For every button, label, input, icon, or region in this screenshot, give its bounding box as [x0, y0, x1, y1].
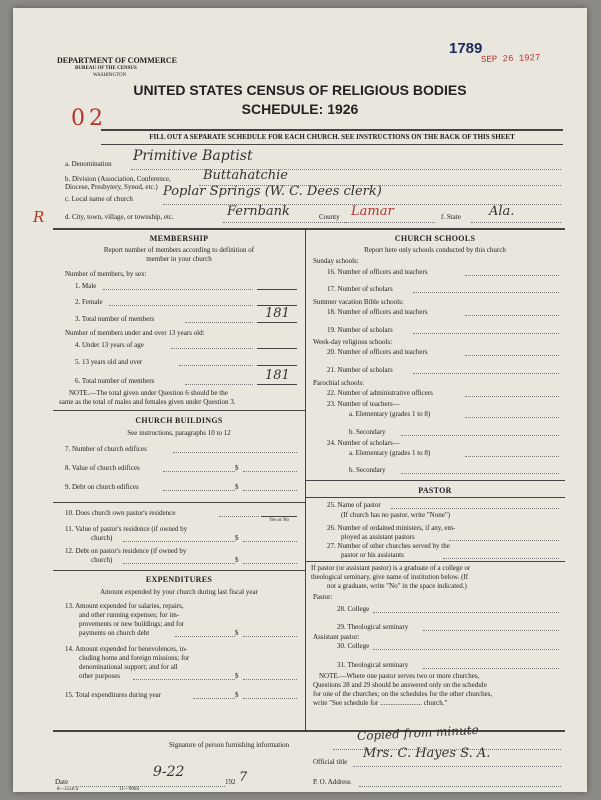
q8-value-label: 8. Value of church edifices [65, 464, 140, 472]
q29-label: 29. Theological seminary [337, 623, 409, 631]
q6-dots [185, 384, 253, 385]
division-value: Buttahatchie [203, 168, 288, 183]
q30-dots [373, 649, 559, 650]
pastor-rule [305, 480, 565, 481]
assistant-pastor-label: Assistant pastor: [313, 633, 360, 641]
q12-dollar: $ [235, 556, 239, 564]
q23a-dots [465, 417, 559, 418]
official-title-line [353, 766, 561, 767]
q19-dots [413, 333, 559, 334]
q1-male-label: 1. Male [75, 282, 97, 290]
q11-label-2: church) [91, 534, 113, 542]
q13-label-4: payments on church debt [79, 629, 150, 637]
q17-label: 17. Number of scholars [327, 285, 393, 293]
q18-dots [465, 315, 559, 316]
buildings-mid-rule [53, 502, 305, 503]
city-town-label: d. City, town, village, or township, etc. [65, 213, 174, 221]
local-name-label: c. Local name of church [65, 195, 133, 203]
q21-dots [413, 373, 559, 374]
q13-label-1: 13. Amount expended for salaries, repairs, [65, 602, 184, 610]
q23a-label: a. Elementary (grades 1 to 8) [349, 410, 431, 418]
city-town-value: Fernbank [227, 204, 290, 219]
q13-dots [175, 636, 235, 637]
q9-debt-label: 9. Debt on church edifices [65, 483, 139, 491]
denomination-label: a. Denomination [65, 160, 112, 168]
q13-dollar: $ [235, 629, 239, 637]
q31-label: 31. Theological seminary [337, 661, 409, 669]
form-subtitle: SCHEDULE: 1926 [241, 101, 359, 117]
q22-label: 22. Number of administrative officers [327, 389, 433, 397]
rule-top [101, 129, 563, 131]
state-line [471, 222, 561, 223]
q14-label-1: 14. Amount expended for benevolences, in- [65, 645, 188, 653]
schools-heading: CHURCH SCHOOLS [394, 234, 476, 243]
membership-note-1: NOTE.—The total given under Question 6 should be the [69, 389, 228, 397]
official-title-label: Official title [313, 758, 348, 766]
signature-label: Signature of person furnishing information [169, 741, 290, 749]
q15-label: 15. Total expenditures during year [65, 691, 161, 699]
form-number-1: 8—5518 a [57, 787, 78, 792]
q14-label-2: cluding home and foreign missions; for [79, 654, 190, 662]
q1-dots [103, 289, 253, 290]
q26-label-2: ployed as assistant pastors [341, 533, 415, 541]
q9-dollar: $ [235, 483, 239, 491]
q10-answer-line [261, 516, 297, 517]
handwritten-code: 02 [71, 106, 107, 131]
local-name-value: Poplar Springs (W. C. Dees clerk) [163, 184, 382, 199]
q16-dots [465, 275, 559, 276]
city-town-line [223, 222, 351, 223]
pastor-note-2: Questions 28 and 29 should be answered only on the schedule [313, 681, 487, 689]
yes-no-caption: Yes or No [269, 518, 290, 523]
q3-dots [185, 322, 253, 323]
age-intro-label: Number of members under and over 13 years old: [65, 329, 205, 337]
q2-dots [109, 305, 253, 306]
q11-dollar: $ [235, 534, 239, 542]
q12-dots [123, 563, 235, 564]
q6-total-value: 181 [265, 368, 290, 383]
q25-note: (If church has no pastor, write "None") [341, 511, 451, 519]
q24b-dots [401, 473, 559, 474]
division-label: b. Division (Association, Conference, Diocese, Presbytery, Synod, etc.) [65, 175, 171, 191]
grid-bottom-rule [53, 730, 565, 732]
q3-total-value: 181 [265, 306, 290, 321]
year-prefix: 192 [225, 778, 236, 786]
q8-dollar: $ [235, 464, 239, 472]
q14-amount-dots [243, 679, 297, 680]
official-title-value: Mrs. C. Hayes S. A. [363, 746, 491, 761]
q24a-label: a. Elementary (grades 1 to 8) [349, 449, 431, 457]
graduate-line-2: theological seminary, give name of institution below. (If [311, 573, 469, 581]
form-number-2: 11—9064 [119, 787, 139, 792]
q4-answer-line [257, 348, 297, 349]
q12-label-1: 12. Debt on pastor's residence (if owned by [65, 547, 187, 555]
buildings-sub: See instructions, paragraphs 10 to 12 [127, 429, 231, 437]
q13-label-3: provements or new buildings; and for [79, 620, 185, 628]
q10-dots [219, 516, 259, 517]
q30-label: 30. College [337, 642, 370, 650]
instruction-banner: FILL OUT A SEPARATE SCHEDULE FOR EACH CHURCH. SEE INSTRUCTIONS ON THE BACK OF THIS SHEET [149, 133, 515, 141]
county-value: Lamar [351, 204, 394, 219]
q23-label: 23. Number of teachers— [327, 400, 400, 408]
summer-label: Summer vacation Bible schools: [313, 298, 404, 306]
po-address-label: P. O. Address [313, 778, 351, 786]
schools-sub: Report here only schools conducted by this church [364, 246, 506, 254]
buildings-rule [53, 410, 305, 411]
q31-dots [423, 668, 559, 669]
denomination-value: Primitive Baptist [133, 148, 253, 164]
q14-dollar: $ [235, 672, 239, 680]
date-value: 9-22 [153, 764, 185, 780]
pastor-heading-rule [305, 497, 565, 498]
graduate-line-1: If pastor (or assistant pastor) is a graduate of a college or [311, 564, 471, 572]
city-label: WASHINGTON [93, 73, 127, 78]
column-divider [305, 228, 306, 730]
state-value: Ala. [489, 204, 515, 219]
q3-total-label: 3. Total number of members [75, 315, 155, 323]
signature-value: Copied from minute [356, 722, 480, 744]
q21-label: 21. Number of scholars [327, 366, 393, 374]
q24-label: 24. Number of scholars— [327, 439, 400, 447]
membership-intro-1: Report number of members according to definition of [103, 246, 255, 254]
graduate-line-3: not a graduate, write "No" in the space indicated.) [327, 582, 467, 590]
buildings-heading: CHURCH BUILDINGS [135, 416, 223, 425]
county-label: County [319, 213, 340, 221]
q20-dots [465, 355, 559, 356]
q11-dots [123, 541, 235, 542]
expenditures-heading: EXPENDITURES [145, 575, 213, 584]
q12-amount-dots [243, 563, 297, 564]
pastor-note-1: NOTE.—Where one pastor serves two or more churches, [319, 672, 480, 680]
q28-dots [373, 612, 559, 613]
grid-top-rule [53, 228, 565, 230]
q24b-label: b. Secondary [349, 466, 386, 474]
q18-label: 18. Number of officers and teachers [327, 308, 428, 316]
q11-amount-dots [243, 541, 297, 542]
state-label: f. State [441, 213, 461, 221]
form-title: UNITED STATES CENSUS OF RELIGIOUS BODIES [133, 82, 467, 98]
expenditures-sub: Amount expended by your church during last fiscal year [100, 588, 258, 596]
membership-heading: MEMBERSHIP [149, 234, 209, 243]
q7-edifices-label: 7. Number of church edifices [65, 445, 147, 453]
q8-dots [163, 471, 235, 472]
denomination-line [131, 169, 561, 170]
q13-label-2: and other running expenses; for im- [79, 611, 180, 619]
q25-dots [391, 508, 559, 509]
q14-label-3: denominational support; and for all [79, 663, 178, 671]
q11-label-1: 11. Value of pastor's residence (if owned by [65, 525, 188, 533]
margin-mark: R [33, 208, 45, 226]
sunday-label: Sunday schools: [313, 257, 359, 265]
bureau-label: BUREAU OF THE CENSUS [75, 66, 137, 71]
membership-note-2: same as the total of males and females given under Question 3. [59, 398, 236, 406]
q22-dots [465, 396, 559, 397]
q8-amount-dots [243, 471, 297, 472]
q5-dots [179, 365, 253, 366]
weekday-label: Week-day religious schools: [313, 338, 393, 346]
census-schedule-sheet [13, 8, 587, 792]
year-digit: 7 [239, 770, 248, 785]
stamp-number: 1789 [449, 40, 483, 57]
q16-label: 16. Number of officers and teachers [327, 268, 428, 276]
q12-label-2: church) [91, 556, 113, 564]
q9-amount-dots [243, 490, 297, 491]
parochial-label: Parochial schools: [313, 379, 365, 387]
q25-label: 25. Name of pastor [327, 501, 381, 509]
q27-label-2: pastor or his assistants [341, 551, 404, 559]
received-date-stamp: SEP 26 1927 [480, 52, 541, 66]
q1-answer-line [257, 289, 297, 290]
q17-dots [413, 292, 559, 293]
date-label: Date [55, 778, 69, 786]
membership-intro-2: member in your church [146, 255, 212, 263]
pastor-note-3: for one of the churches; on the schedules for the other churches, [313, 690, 493, 698]
q9-dots [163, 490, 235, 491]
q15-dots [193, 698, 235, 699]
q27-dots [443, 558, 559, 559]
q27-label-1: 27. Number of other churches served by the [327, 542, 450, 550]
q24a-dots [465, 456, 559, 457]
q4-dots [171, 348, 253, 349]
q2-female-label: 2. Female [75, 298, 103, 306]
pastor-sub-label: Pastor: [313, 593, 333, 601]
q15-dollar: $ [235, 691, 239, 699]
q6-answer-line [257, 384, 297, 385]
date-line [75, 786, 225, 787]
by-sex-label: Number of members, by sex: [65, 270, 147, 278]
q13-amount-dots [243, 636, 297, 637]
q29-dots [423, 630, 559, 631]
q26-dots [449, 540, 559, 541]
q6-total-label: 6. Total number of members [75, 377, 155, 385]
q20-label: 20. Number of officers and teachers [327, 348, 428, 356]
expenditures-rule [53, 570, 305, 571]
q15-amount-dots [243, 698, 297, 699]
q19-label: 19. Number of scholars [327, 326, 393, 334]
q14-label-4: other purposes [79, 672, 121, 680]
po-address-line [359, 786, 561, 787]
graduate-rule [305, 561, 565, 562]
q23b-label: b. Secondary [349, 428, 386, 436]
q10-residence-label: 10. Does church own pastor's residence [65, 509, 176, 517]
q3-answer-line [257, 322, 297, 323]
q7-dots [173, 452, 297, 453]
rule-under-banner [101, 144, 563, 145]
q5-over13-label: 5. 13 years old and over [75, 358, 143, 366]
county-line [345, 222, 435, 223]
q26-label-1: 26. Number of ordained ministers, if any, em- [327, 524, 456, 532]
pastor-heading: PASTOR [418, 486, 452, 495]
q4-under13-label: 4. Under 13 years of age [75, 341, 144, 349]
department-label: DEPARTMENT OF COMMERCE [57, 56, 178, 65]
q5-answer-line [257, 365, 297, 366]
q23b-dots [401, 435, 559, 436]
q28-label: 28. College [337, 605, 370, 613]
q14-dots [133, 679, 235, 680]
pastor-note-4: write "See schedule for ........................ church." [313, 699, 448, 707]
